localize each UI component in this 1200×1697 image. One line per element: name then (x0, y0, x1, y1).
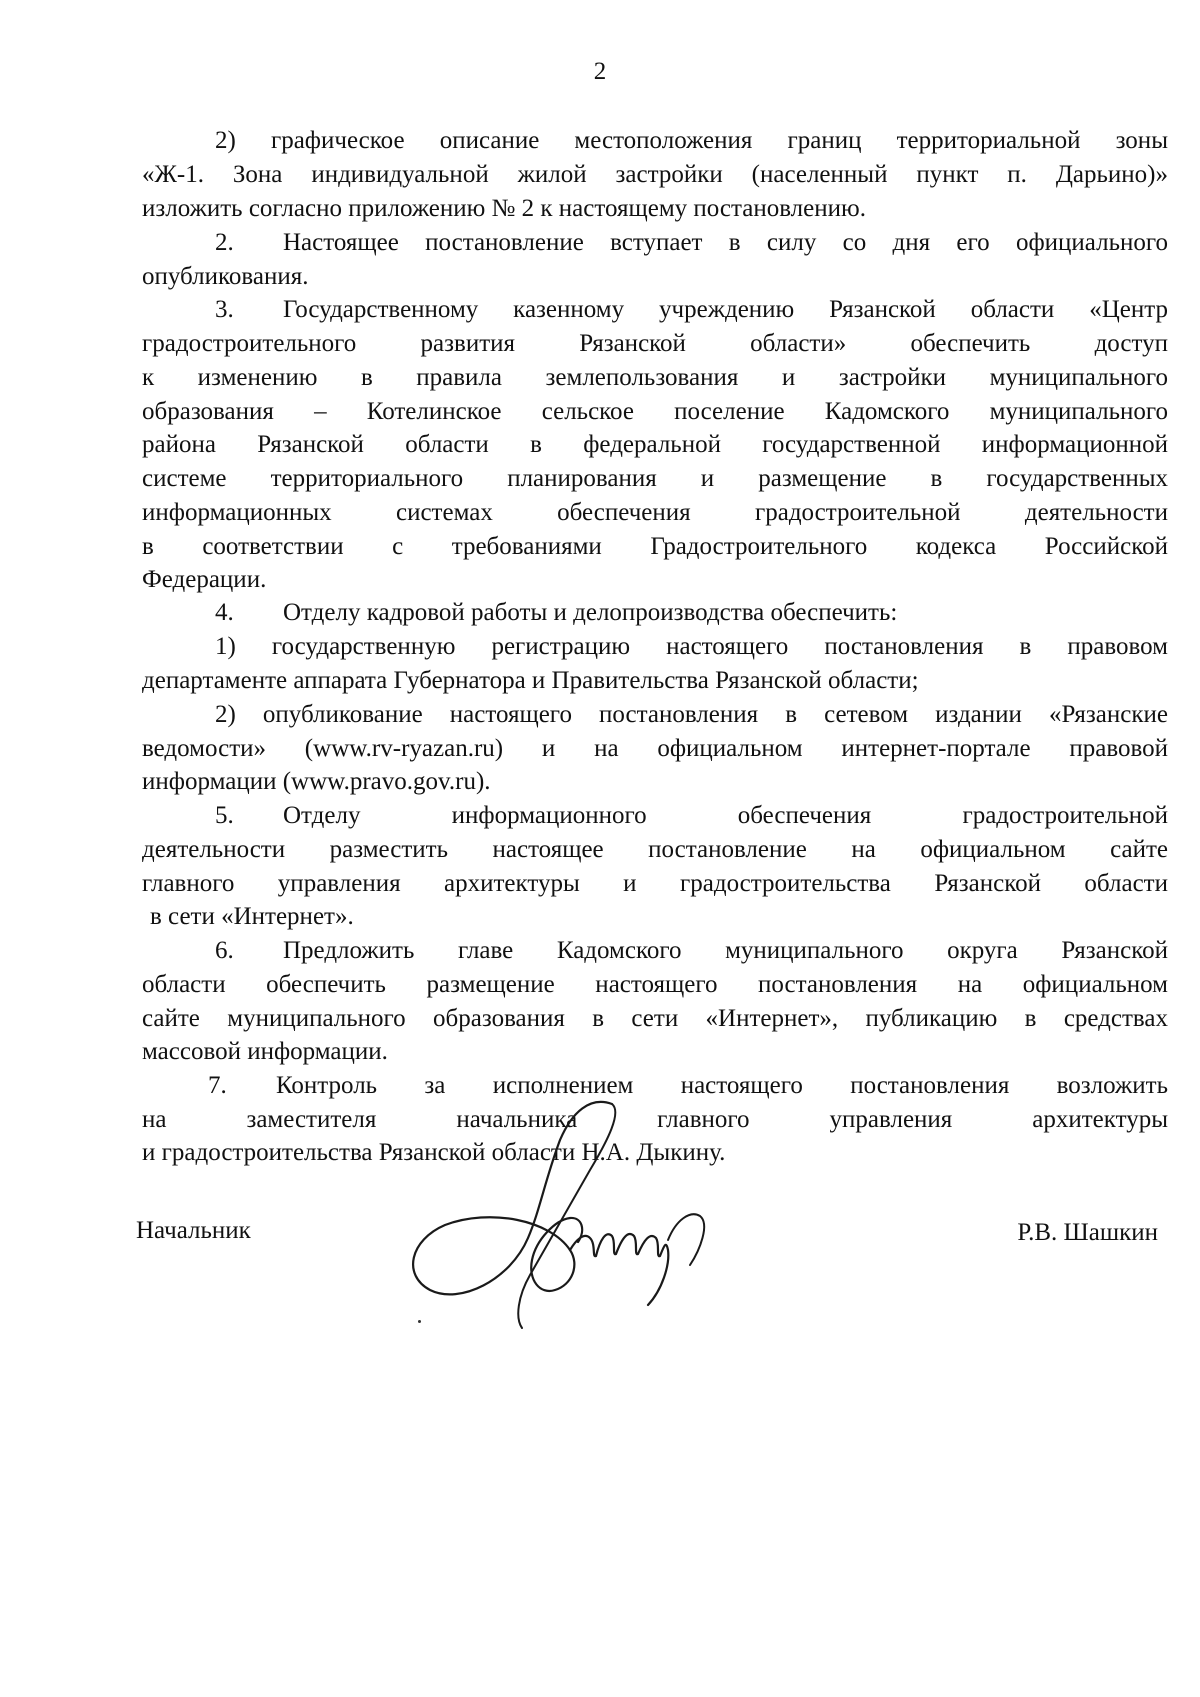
text-line: главного управления архитектуры и градостроительства Рязанской области (142, 870, 1168, 897)
text-line: информационных системах обеспечения градостроительной деятельности (142, 499, 1168, 526)
text-line: информации (www.pravo.gov.ru). (142, 768, 491, 795)
page-number: 2 (593, 58, 607, 85)
text-line: района Рязанской области в федеральной государственной информационной (142, 431, 1168, 458)
text-line: системе территориального планирования и размещение в государственных (142, 465, 1168, 492)
text-line: изложить согласно приложению № 2 к настоящему постановлению. (142, 195, 866, 222)
text-line: опубликования. (142, 263, 309, 290)
text-line: к изменению в правила землепользования и застройки муниципального (142, 364, 1168, 391)
signatory-name: Р.В. Шашкин (1017, 1219, 1158, 1246)
text-line: 4. Отделу кадровой работы и делопроизводства обеспечить: (215, 599, 898, 626)
text-line: 7. Контроль за исполнением настоящего постановления возложить (208, 1072, 1168, 1099)
item-number: 2. (215, 229, 234, 256)
text-line: 6. Предложить главе Кадомского муниципального округа Рязанской (215, 937, 1168, 964)
text-line: массовой информации. (142, 1038, 388, 1065)
text-line: 2. Настоящее постановление вступает в силу со дня его официального (215, 229, 1168, 256)
paper-speck (418, 1320, 421, 1323)
text-line: в соответствии с требованиями Градостроительного кодекса Российской (142, 533, 1168, 560)
text-line: 2) графическое описание местоположения границ территориальной зоны (215, 127, 1168, 154)
handwritten-signature (400, 1090, 730, 1335)
text-line: 1) государственную регистрацию настоящего постановления в правовом (215, 633, 1168, 660)
item-number: 7. (208, 1072, 227, 1099)
item-number: 6. (215, 937, 234, 964)
item-number: 4. (215, 599, 234, 626)
item-number: 3. (215, 296, 234, 323)
text-line: департаменте аппарата Губернатора и Правительства Рязанской области; (142, 667, 919, 694)
text-line: деятельности разместить настоящее постановление на официальном сайте (142, 836, 1168, 863)
signatory-title: Начальник (136, 1217, 251, 1244)
text-line: сайте муниципального образования в сети «Интернет», публикацию в средствах (142, 1005, 1168, 1032)
text-line: 5. Отделу информационного обеспечения градостроительной (215, 802, 1168, 829)
item-number: 5. (215, 802, 234, 829)
text-line: в сети «Интернет». (150, 903, 354, 930)
text-line: ведомости» (www.rv-ryazan.ru) и на официальном интернет-портале правовой (142, 735, 1168, 762)
text-line: области обеспечить размещение настоящего постановления на официальном (142, 971, 1168, 998)
text-line: образования – Котелинское сельское поселение Кадомского муниципального (142, 398, 1168, 425)
text-line: градостроительного развития Рязанской области» обеспечить доступ (142, 330, 1168, 357)
text-line: 3. Государственному казенному учреждению Рязанской области «Центр (215, 296, 1168, 323)
text-line: Федерации. (142, 566, 267, 593)
text-line: «Ж-1. Зона индивидуальной жилой застройки (населенный пункт п. Дарьино)» (142, 161, 1168, 188)
text-line: и градостроительства Рязанской области Н.А. Дыкину. (142, 1139, 726, 1166)
text-line: на заместителя начальника главного управления архитектуры (142, 1106, 1168, 1133)
text-line: 2) опубликование настоящего постановления в сетевом издании «Рязанские (215, 701, 1168, 728)
